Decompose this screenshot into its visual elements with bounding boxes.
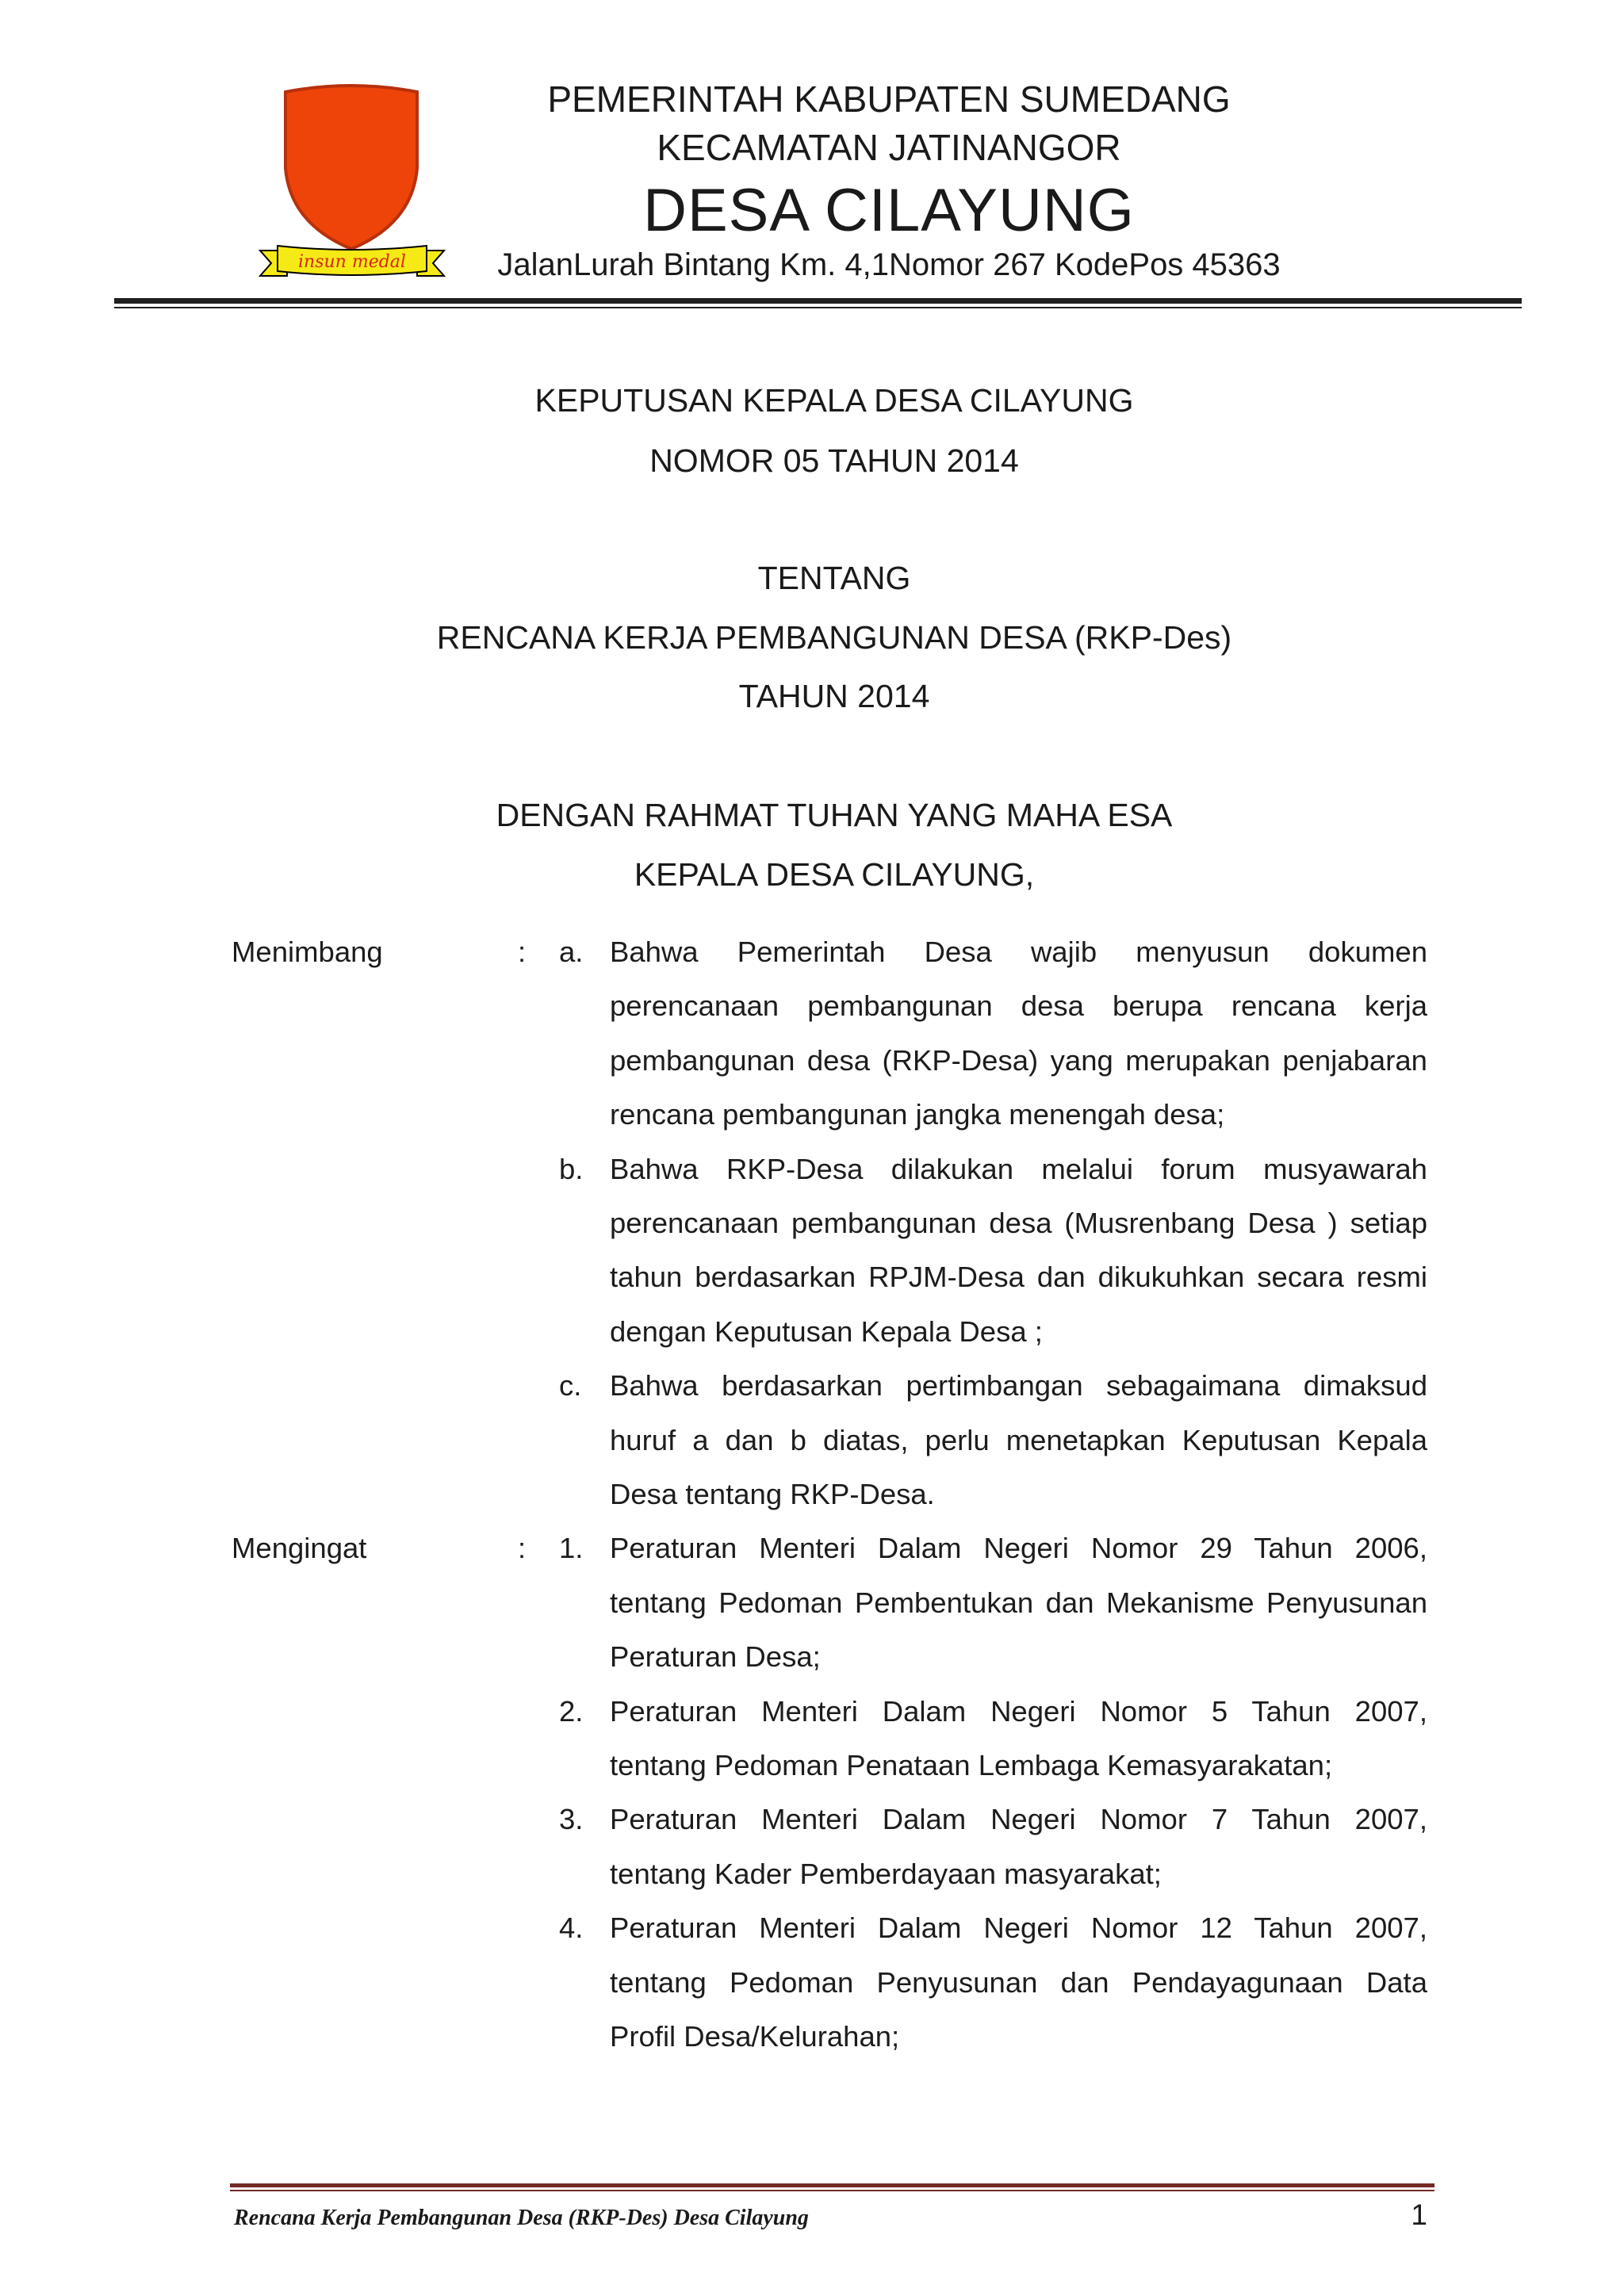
footer-rule-thick bbox=[230, 2183, 1434, 2187]
shield-emblem bbox=[285, 86, 417, 249]
text-line: perencanaan pembangunan desa (Musrenbang Desa ) setiap bbox=[610, 1206, 1427, 1239]
text-line: Peraturan Menteri Dalam Negeri Nomor 29 Tahun 2006, bbox=[610, 1532, 1427, 1565]
clause-label: Mengingat bbox=[232, 1532, 367, 1565]
list-item bbox=[559, 1685, 1428, 1793]
text-line: tentang Pedoman Pembentukan dan Mekanisme Penyusunan bbox=[610, 1586, 1427, 1619]
district-name: KECAMATAN JATINANGOR bbox=[657, 127, 1121, 168]
invocation: DENGAN RAHMAT TUHAN YANG MAHA ESA bbox=[496, 797, 1173, 833]
item-marker: 1. bbox=[559, 1532, 584, 1565]
text-line: Peraturan Menteri Dalam Negeri Nomor 5 Tahun 2007, bbox=[610, 1694, 1427, 1728]
item-text bbox=[610, 1793, 1427, 1901]
text-line: Desa tentang RKP-Desa. bbox=[610, 1477, 935, 1510]
list-item bbox=[559, 1901, 1428, 2064]
item-marker: 2. bbox=[559, 1694, 584, 1728]
page-number: 1 bbox=[1411, 2198, 1427, 2231]
text-line: tentang Kader Pemberdayaan masyarakat; bbox=[610, 1857, 1162, 1890]
item-marker: b. bbox=[559, 1152, 584, 1185]
text-line: tahun berdasarkan RPJM-Desa dan dikukuhkan secara resmi bbox=[610, 1261, 1427, 1294]
decree-year: TAHUN 2014 bbox=[738, 678, 930, 714]
list-item bbox=[559, 1793, 1428, 1901]
clause-items bbox=[559, 1521, 1428, 2064]
village-name: DESA CILAYUNG bbox=[643, 177, 1135, 244]
item-text bbox=[610, 1901, 1427, 2064]
decree-number: NOMOR 05 TAHUN 2014 bbox=[649, 442, 1019, 479]
item-marker: c. bbox=[559, 1369, 582, 1402]
motto-text: insun medal bbox=[298, 252, 406, 272]
text-line: pembangunan desa (RKP-Desa) yang merupakan penjabaran bbox=[610, 1043, 1427, 1077]
item-text bbox=[610, 1685, 1427, 1793]
clause-items bbox=[559, 925, 1428, 1521]
clause-colon: : bbox=[518, 1532, 527, 1565]
text-line: Bahwa Pemerintah Desa wajib menyusun dokumen bbox=[610, 936, 1427, 968]
text-line: Peraturan Menteri Dalam Negeri Nomor 12 Tahun 2007, bbox=[610, 1911, 1427, 1945]
text-line: Peraturan Menteri Dalam Negeri Nomor 7 Tahun 2007, bbox=[610, 1803, 1427, 1836]
list-item bbox=[559, 925, 1428, 1142]
text-line: Profil Desa/Kelurahan; bbox=[610, 2019, 900, 2053]
text-line: perencanaan pembangunan desa berupa rencana kerja bbox=[610, 989, 1427, 1023]
authority: KEPALA DESA CILAYUNG, bbox=[634, 856, 1035, 893]
list-item bbox=[559, 1521, 1428, 1684]
text-line: tentang Pedoman Penyusunan dan Pendayagunaan Data bbox=[610, 1965, 1427, 1999]
clause-label: Menimbang bbox=[232, 936, 383, 968]
text-line: huruf a dan b diatas, perlu menetapkan Keputusan Kepala bbox=[610, 1423, 1427, 1456]
item-text bbox=[610, 1521, 1427, 1684]
decree-about: TENTANG bbox=[757, 560, 911, 596]
text-line: dengan Keputusan Kepala Desa ; bbox=[610, 1314, 1043, 1348]
item-marker: a. bbox=[559, 936, 584, 968]
item-text bbox=[610, 925, 1427, 1142]
village-address: JalanLurah Bintang Km. 4,1Nomor 267 KodePos 45363 bbox=[497, 247, 1281, 282]
letterhead-rule-thick bbox=[114, 298, 1522, 304]
text-line: rencana pembangunan jangka menengah desa; bbox=[610, 1098, 1225, 1131]
footer-rule-thin bbox=[230, 2190, 1434, 2191]
text-line: Bahwa berdasarkan pertimbangan sebagaimana dimaksud bbox=[610, 1369, 1427, 1402]
decree-title: KEPUTUSAN KEPALA DESA CILAYUNG bbox=[534, 382, 1134, 419]
text-line: Peraturan Desa; bbox=[610, 1640, 821, 1674]
item-marker: 3. bbox=[559, 1803, 584, 1836]
letterhead-rule-thin bbox=[114, 307, 1522, 308]
item-text bbox=[610, 1359, 1427, 1521]
clause-colon: : bbox=[518, 936, 527, 968]
text-line: Bahwa RKP-Desa dilakukan melalui forum musyawarah bbox=[610, 1152, 1427, 1185]
government-name: PEMERINTAH KABUPATEN SUMEDANG bbox=[547, 78, 1231, 120]
text-line: tentang Pedoman Penataan Lembaga Kemasyarakatan; bbox=[610, 1748, 1333, 1781]
decree-subject: RENCANA KERJA PEMBANGUNAN DESA (RKP-Des) bbox=[436, 619, 1232, 656]
item-text bbox=[610, 1142, 1427, 1360]
item-marker: 4. bbox=[559, 1911, 584, 1945]
list-item bbox=[559, 1142, 1428, 1360]
footer-title: Rencana Kerja Pembangunan Desa (RKP-Des) Desa Cilayung bbox=[234, 2206, 809, 2230]
list-item bbox=[559, 1359, 1428, 1521]
